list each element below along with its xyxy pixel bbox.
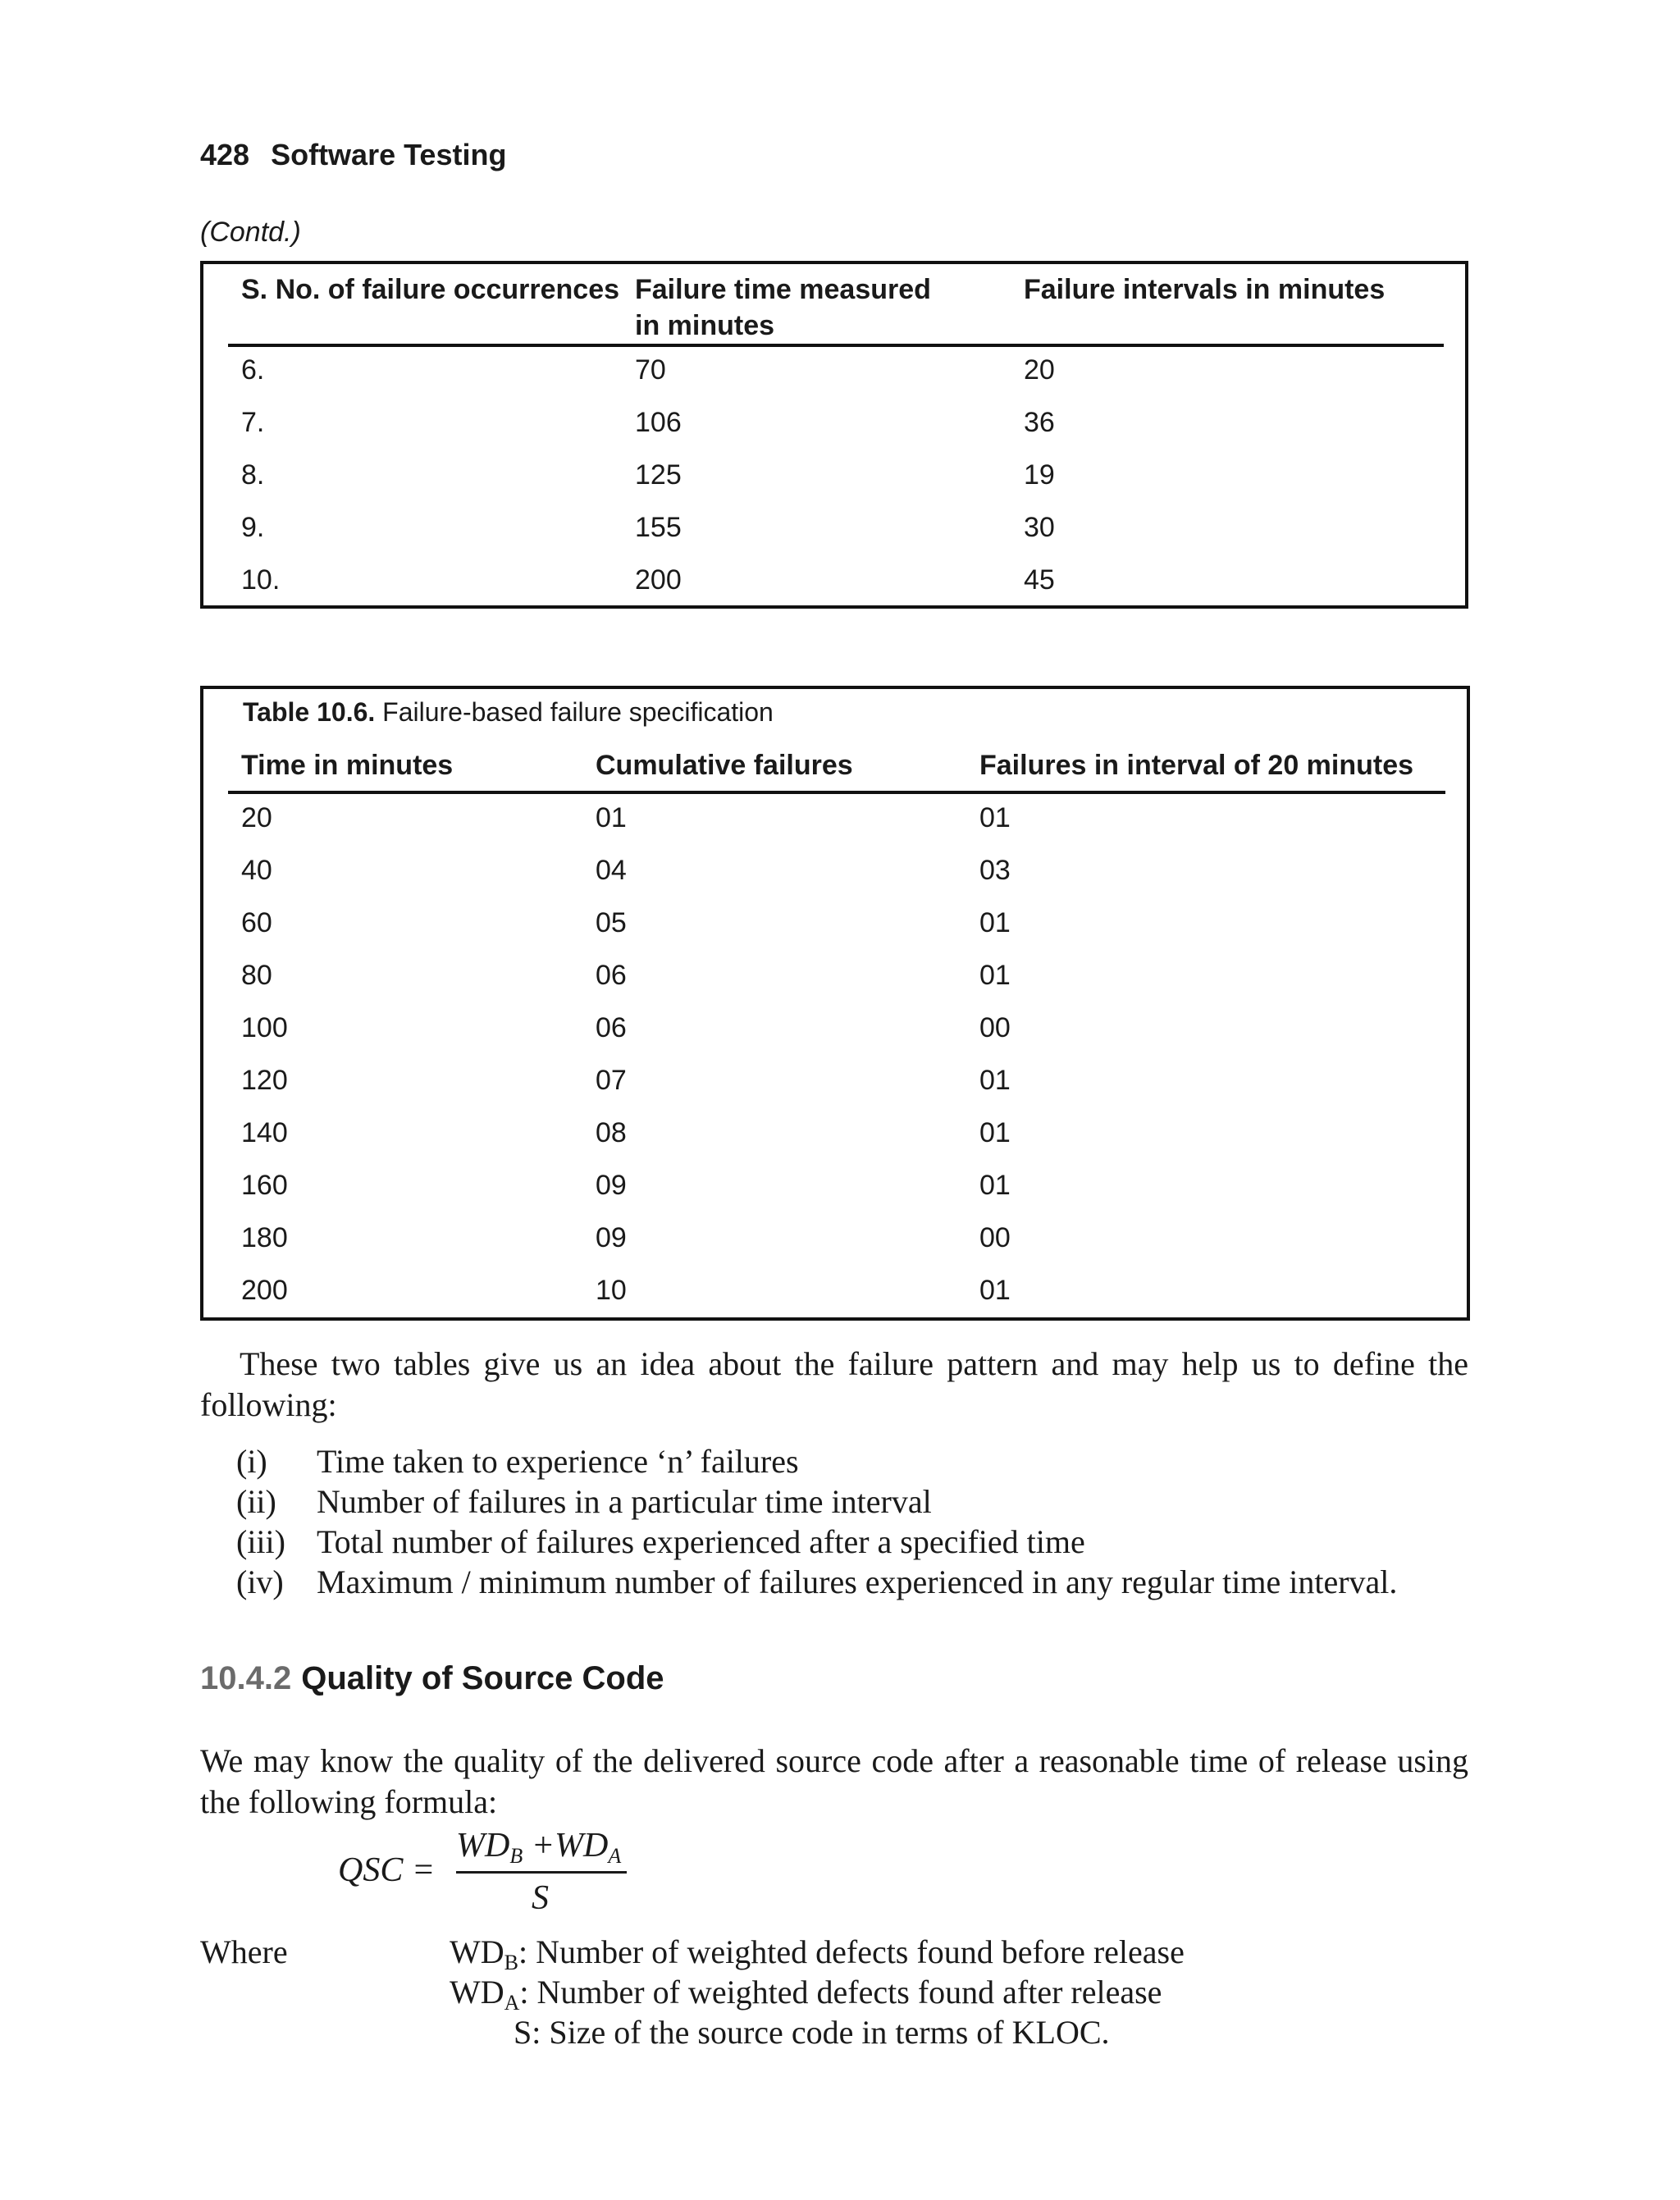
formula-term: WD: [456, 1827, 510, 1865]
formula-lhs: QSC =: [338, 1851, 436, 1889]
definition-subscript: A: [504, 1991, 520, 2015]
page-number: 428: [200, 138, 250, 171]
table-cell: 01: [979, 1275, 1011, 1306]
formula-subscript: A: [608, 1844, 622, 1868]
table-cell: 10: [596, 1275, 627, 1306]
table-cell: 36: [1024, 407, 1055, 438]
column-header-failure-intervals: Failure intervals in minutes: [1024, 274, 1386, 305]
table-cell: 45: [1024, 564, 1055, 596]
running-header: [200, 138, 506, 172]
column-header-interval-failures: Failures in interval of 20 minutes: [979, 750, 1414, 781]
table-cell: 106: [635, 407, 682, 438]
table-cell: 19: [1024, 459, 1055, 491]
table-cell: 01: [979, 960, 1011, 991]
table-cell: 06: [596, 1012, 627, 1043]
definition-symbol: S: [514, 2014, 532, 2051]
list-marker: (iv): [236, 1563, 284, 1600]
table-cell: 180: [241, 1222, 288, 1253]
column-header-time: Time in minutes: [241, 750, 454, 781]
table-cell: 01: [979, 1065, 1011, 1096]
table-cell: 80: [241, 960, 272, 991]
definition-symbol: WD: [450, 1974, 504, 2011]
table-cell: 155: [635, 512, 682, 543]
section-number: 10.4.2: [200, 1660, 292, 1696]
list-item: [236, 1442, 267, 1481]
table-cell: 01: [979, 907, 1011, 938]
list-marker: (ii): [236, 1483, 276, 1520]
table-cell: 30: [1024, 512, 1055, 543]
table-cell: 120: [241, 1065, 288, 1096]
table-cell: 09: [596, 1170, 627, 1201]
table-cell: 6.: [241, 354, 265, 386]
table-cell: 160: [241, 1170, 288, 1201]
table-cell: 8.: [241, 459, 265, 491]
table-cell: 125: [635, 459, 682, 491]
table-cell: 60: [241, 907, 272, 938]
section-title: Quality of Source Code: [301, 1660, 664, 1696]
table-cell: 140: [241, 1117, 288, 1148]
table-cell: 10.: [241, 564, 281, 596]
formula-operator: +: [523, 1827, 555, 1865]
book-title: Software Testing: [271, 138, 507, 171]
column-header-cumulative: Cumulative failures: [596, 750, 853, 781]
definition-line: [450, 1933, 1185, 1975]
definition-line: [450, 1973, 1162, 2015]
section-heading: [200, 1660, 664, 1697]
list-item-text: Maximum / minimum number of failures experienced in any regular time interval.: [317, 1563, 1398, 1600]
definition-line: [514, 2013, 1110, 2052]
list-item-text: Time taken to experience ‘n’ failures: [317, 1443, 799, 1480]
table-cell: 01: [979, 1170, 1011, 1201]
formula-numerator: [456, 1826, 621, 1869]
table-caption: [243, 697, 774, 728]
table-cell: 04: [596, 855, 627, 886]
list-item: [236, 1482, 276, 1521]
list-item: [236, 1522, 285, 1561]
column-header-failure-time: Failure time measured: [635, 274, 931, 305]
body-paragraph: [200, 1741, 1468, 1823]
formula-denominator: S: [532, 1879, 549, 1917]
column-header-sno: S. No. of failure occurrences: [241, 274, 620, 305]
where-label: Where: [200, 1933, 288, 1970]
column-header-failure-time-cont: in minutes: [635, 310, 775, 341]
table-cell: 20: [1024, 354, 1055, 386]
header-rule: [228, 791, 1445, 794]
list-item-text: Number of failures in a particular time interval: [317, 1483, 932, 1520]
table-cell: 01: [979, 1117, 1011, 1148]
body-paragraph: [200, 1344, 1468, 1426]
table-cell: 06: [596, 960, 627, 991]
paragraph-line: following:: [200, 1386, 337, 1423]
definition-text: : Number of weighted defects found before release: [518, 1933, 1185, 1970]
paragraph-line: These two tables give us an idea about the failure pattern and may help us to define the: [240, 1345, 1468, 1382]
table-cell: 09: [596, 1222, 627, 1253]
definition-subscript: B: [504, 1951, 518, 1974]
table-cell: 9.: [241, 512, 265, 543]
formula-term: WD: [555, 1827, 609, 1865]
table-cell: 100: [241, 1012, 288, 1043]
table-cell: 20: [241, 802, 272, 833]
list-marker: (i): [236, 1443, 267, 1480]
table-cell: 08: [596, 1117, 627, 1148]
table-cell: 40: [241, 855, 272, 886]
table-cell: 01: [979, 802, 1011, 833]
table-cell: 7.: [241, 407, 265, 438]
contd-label: (Contd.): [200, 217, 301, 248]
table-cell: 03: [979, 855, 1011, 886]
failure-specification-table: [200, 686, 1470, 1321]
list-item-text: Total number of failures experienced after a specified time: [317, 1523, 1085, 1560]
failure-occurrence-table: [200, 261, 1468, 609]
paragraph-line: the following formula:: [200, 1783, 498, 1820]
table-caption-label: Table 10.6.: [243, 697, 376, 727]
definition-symbol: WD: [450, 1933, 504, 1970]
table-cell: 70: [635, 354, 666, 386]
table-cell: 200: [241, 1275, 288, 1306]
fraction-bar: [456, 1871, 627, 1874]
header-rule: [228, 344, 1444, 347]
table-cell: 200: [635, 564, 682, 596]
table-cell: 00: [979, 1012, 1011, 1043]
table-cell: 05: [596, 907, 627, 938]
definition-text: : Size of the source code in terms of KLOC.: [532, 2014, 1110, 2051]
table-cell: 07: [596, 1065, 627, 1096]
list-marker: (iii): [236, 1523, 285, 1560]
table-cell: 01: [596, 802, 627, 833]
table-cell: 00: [979, 1222, 1011, 1253]
table-caption-text: Failure-based failure specification: [382, 697, 774, 727]
list-item: [236, 1563, 284, 1601]
formula-subscript: B: [509, 1844, 523, 1868]
definition-text: : Number of weighted defects found after release: [519, 1974, 1162, 2011]
paragraph-line: We may know the quality of the delivered source code after a reasonable time of release using: [200, 1742, 1468, 1779]
